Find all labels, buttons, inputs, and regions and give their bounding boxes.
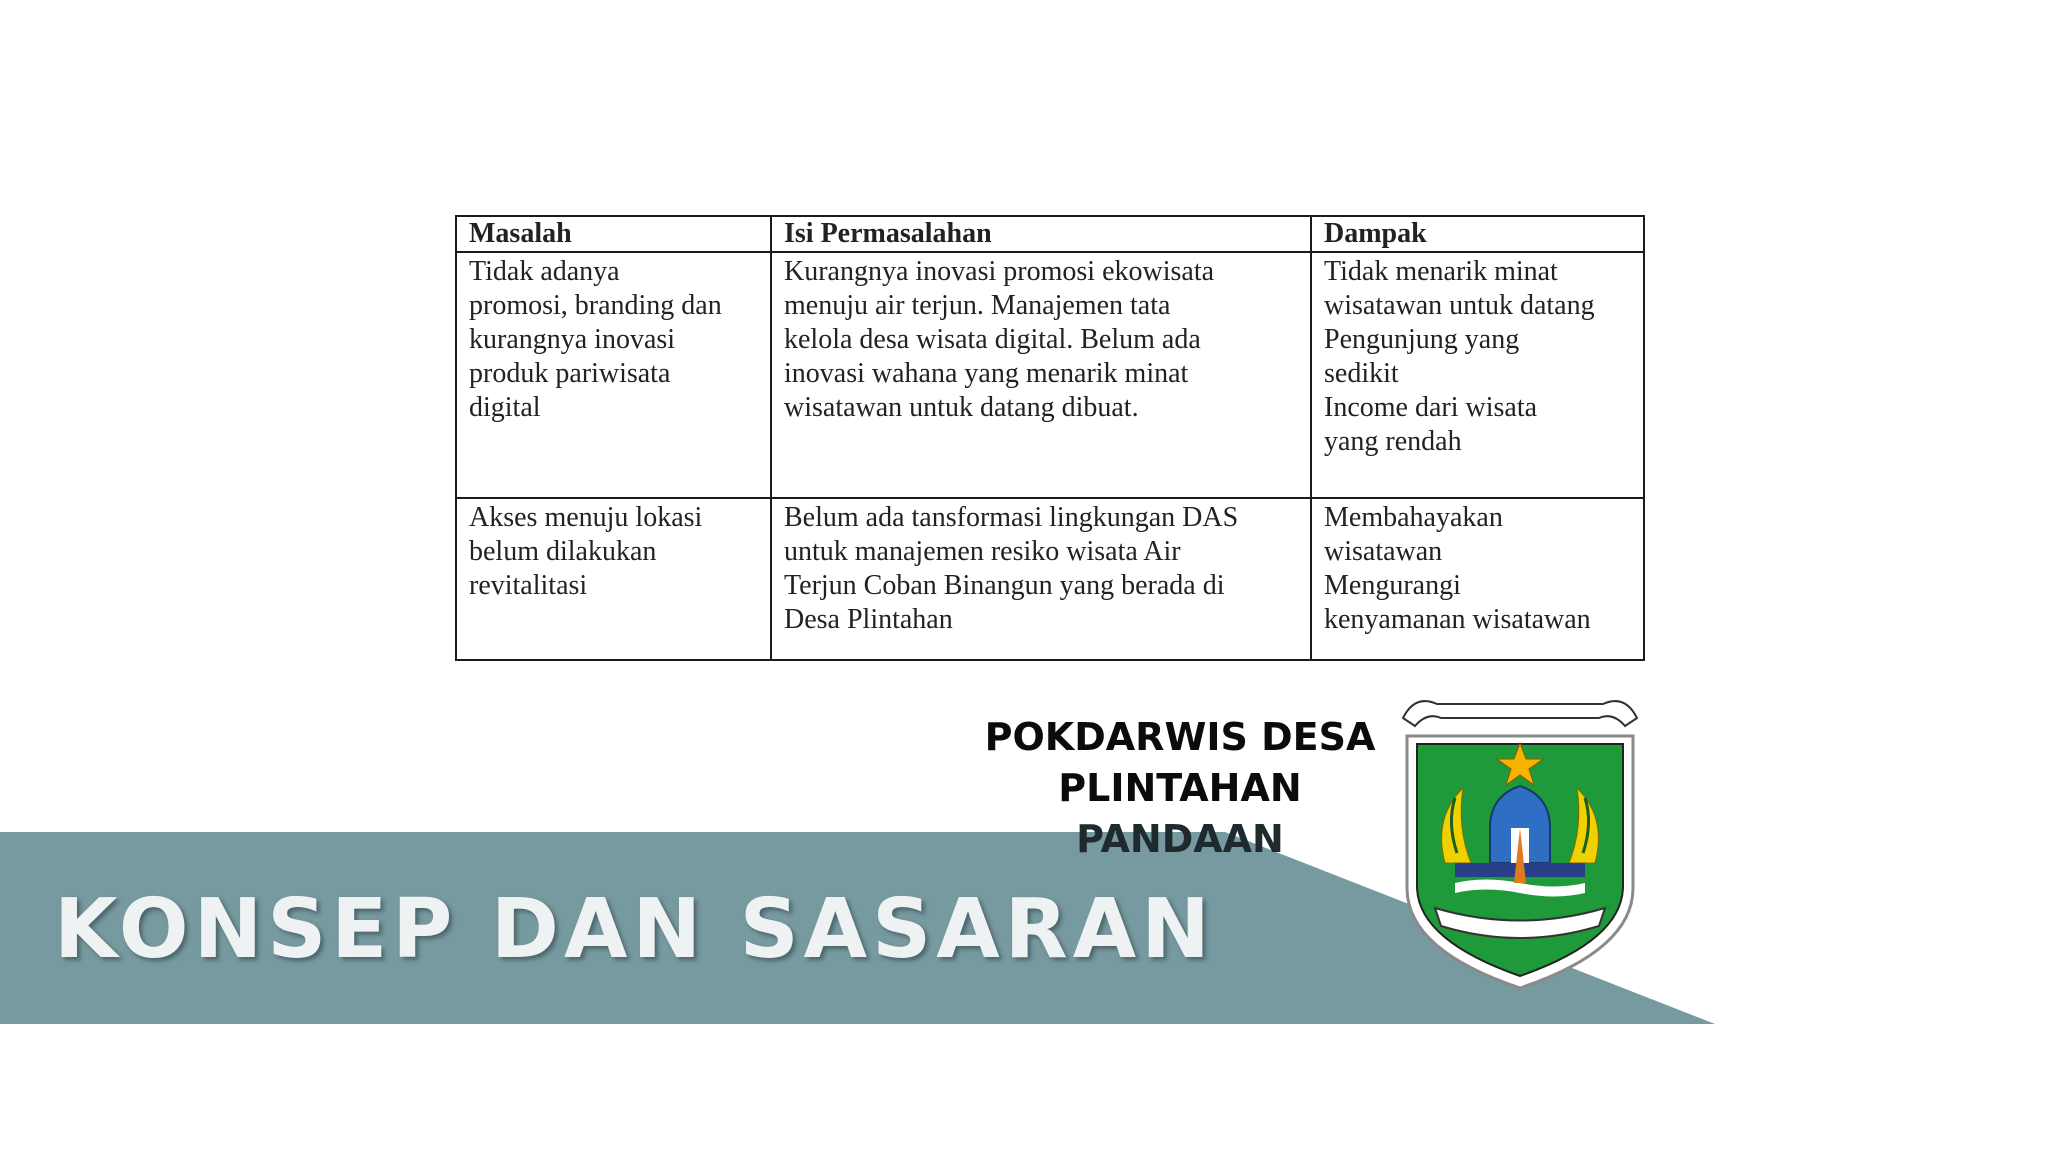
- cell-line: Akses menuju lokasi: [469, 502, 703, 533]
- cell-line: revitalitasi: [469, 570, 588, 601]
- cell-line: promosi, branding dan: [469, 290, 722, 321]
- section-title: KONSEP DAN SASARAN: [54, 882, 1215, 977]
- cell-line: kurangnya inovasi: [469, 324, 676, 355]
- cell-line: Terjun Coban Binangun yang berada di: [784, 570, 1225, 601]
- cell-line: untuk manajemen resiko wisata Air: [784, 536, 1181, 567]
- organization-line: PLINTAHAN: [1058, 766, 1302, 810]
- cell-line: menuju air terjun. Manajemen tata: [784, 290, 1171, 321]
- cell-line: inovasi wahana yang menarik minat: [784, 358, 1189, 389]
- kabupaten-pasuruan-emblem-icon: [1385, 688, 1655, 990]
- cell-line: Belum ada tansformasi lingkungan DAS: [784, 502, 1239, 533]
- organization-line: PANDAAN: [1076, 817, 1284, 861]
- cell-line: Pengunjung yang: [1324, 324, 1520, 355]
- header-isi-permasalahan: Isi Permasalahan: [771, 216, 1311, 252]
- cell-line: wisatawan untuk datang: [1324, 290, 1595, 321]
- cell-line: Desa Plintahan: [784, 604, 953, 635]
- cell-line: belum dilakukan: [469, 536, 657, 567]
- cell-line: Membahayakan: [1324, 502, 1503, 533]
- cell-line: sedikit: [1324, 358, 1399, 389]
- cell-line: wisatawan: [1324, 536, 1443, 567]
- cell-line: Mengurangi: [1324, 570, 1461, 601]
- cell-line: kelola desa wisata digital. Belum ada: [784, 324, 1201, 355]
- header-dampak: Dampak: [1311, 216, 1644, 252]
- organization-name: [900, 712, 1460, 865]
- cell-line: Kurangnya inovasi promosi ekowisata: [784, 256, 1215, 287]
- cell-line: Income dari wisata: [1324, 392, 1538, 423]
- header-masalah: Masalah: [456, 216, 771, 252]
- cell-line: yang rendah: [1324, 426, 1462, 457]
- cell-line: produk pariwisata: [469, 358, 671, 389]
- cell-line: wisatawan untuk datang dibuat.: [784, 392, 1139, 423]
- cell-line: digital: [469, 392, 541, 423]
- cell-line: Tidak menarik minat: [1324, 256, 1558, 287]
- cell-line: kenyamanan wisatawan: [1324, 604, 1591, 635]
- cell-line: Tidak adanya: [469, 256, 620, 287]
- organization-line: POKDARWIS DESA: [984, 715, 1376, 759]
